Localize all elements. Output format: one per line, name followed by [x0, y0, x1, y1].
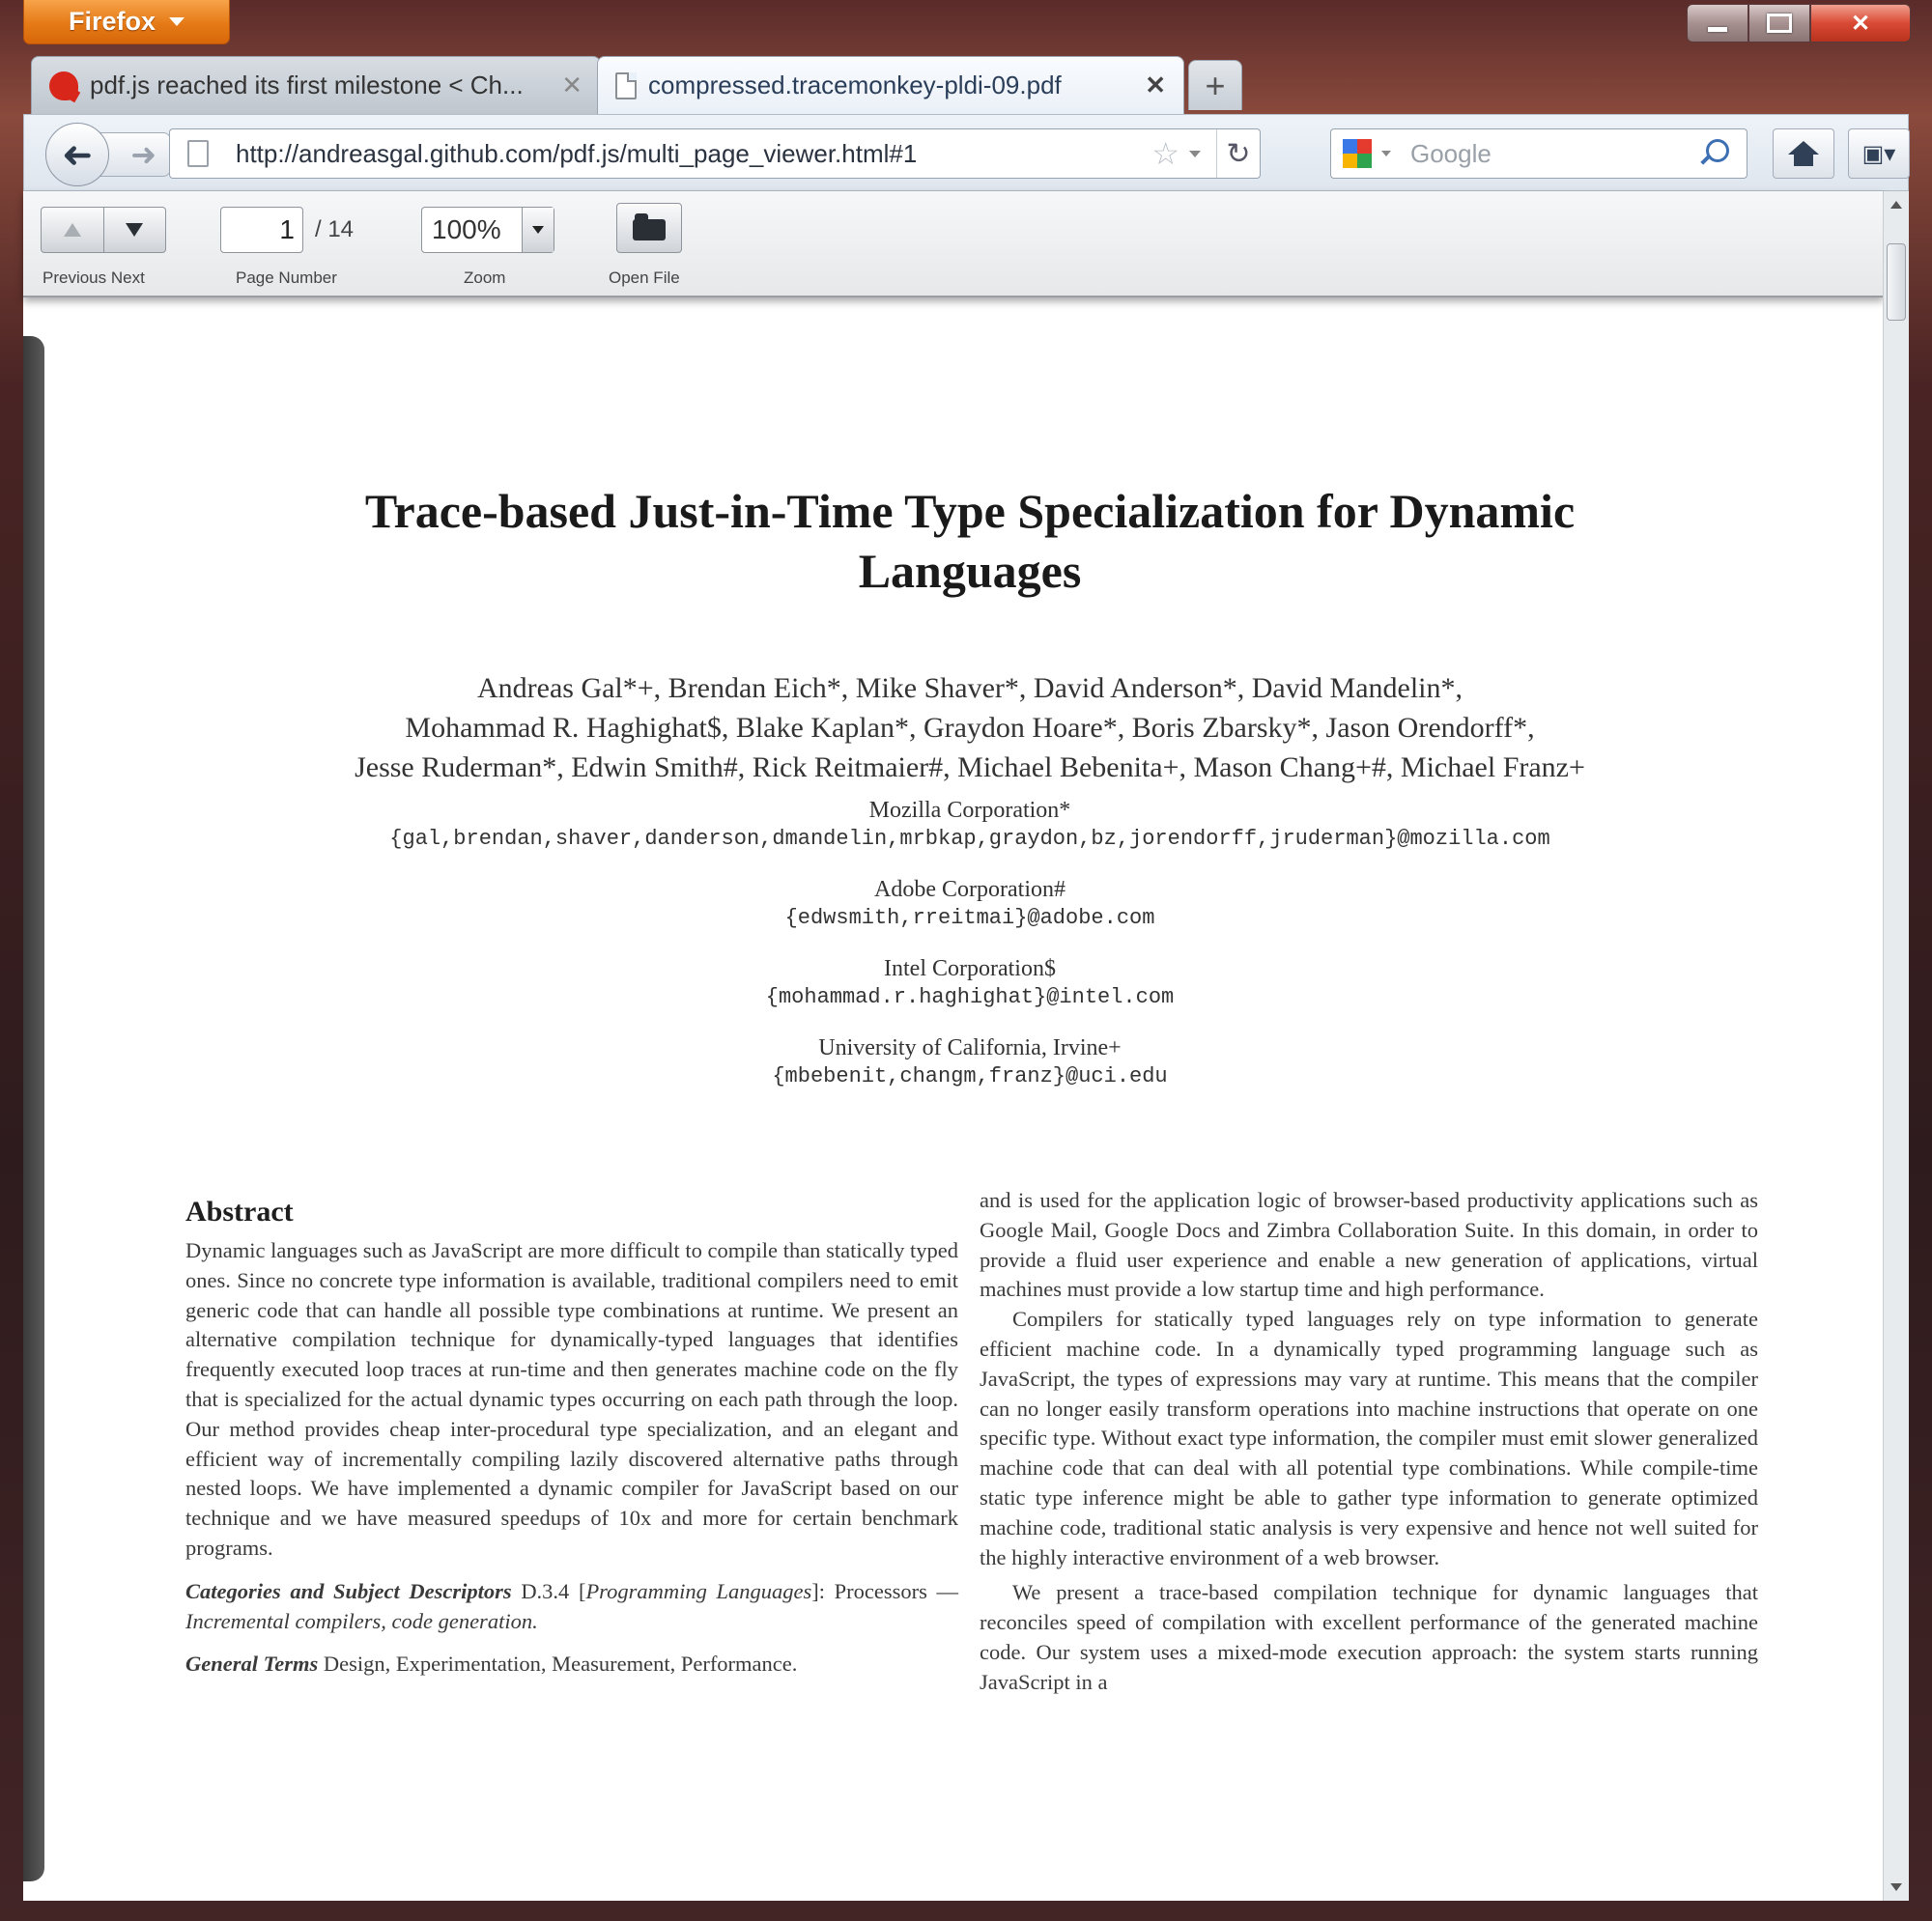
navigation-toolbar: [23, 114, 1909, 191]
body-paragraph: and is used for the application logic of browser-based productivity applications such as Google Mail, Google Docs and Zimbra Collaboration Suite. In this domain, in order to provide a fluid user experience and enable a new generation of applications, virtual machines must provide a low startup time and high performance.: [980, 1188, 1758, 1302]
pdf-viewer: [23, 191, 1909, 1901]
document-favicon-icon: [615, 72, 637, 99]
search-engine-dropdown-icon[interactable]: [1381, 151, 1391, 156]
open-file-button[interactable]: [616, 203, 682, 253]
blog-favicon-icon: [49, 71, 78, 100]
url-text[interactable]: http://andreasgal.github.com/pdf.js/multi_page_viewer.html#1: [236, 138, 918, 168]
history-dropdown-icon[interactable]: [1189, 151, 1201, 157]
author-line: Mohammad R. Haghighat$, Blake Kaplan*, Graydon Hoare*, Boris Zbarsky*, Jason Orendorff*,: [405, 712, 1535, 744]
body-paragraph: We present a trace-based compilation technique for dynamic languages that reconciles speed of compilation with excellent performance of the generated machine code. Our system uses a mixed-mode execution approach: the system starts running JavaScript in a: [980, 1580, 1758, 1694]
new-tab-button[interactable]: [1188, 60, 1242, 110]
maximize-icon: [1767, 14, 1792, 33]
categories-text: ]: Processors —: [811, 1578, 958, 1603]
pdf-page: [23, 297, 1884, 1901]
open-file-label: Open File: [609, 268, 680, 287]
general-terms-label: General Terms: [185, 1652, 319, 1677]
forward-arrow-icon: ➜: [130, 137, 156, 172]
bookmarks-icon: ▣▾: [1861, 140, 1896, 167]
firefox-menu-label: Firefox: [68, 7, 156, 36]
categories-paragraph: [185, 1577, 958, 1637]
author-line: Jesse Ruderman*, Edwin Smith#, Rick Reitmaier#, Michael Bebenita+, Mason Chang+#, Michael Franz+: [355, 751, 1585, 783]
home-button[interactable]: [1773, 128, 1834, 179]
firefox-menu-button[interactable]: [23, 0, 230, 44]
affiliation-name: Intel Corporation$: [884, 956, 1056, 981]
affiliation-email: {mohammad.r.haghighat}@intel.com: [765, 985, 1175, 1009]
abstract-heading: Abstract: [185, 1196, 294, 1228]
author-list: [139, 668, 1801, 787]
pdf-page-area: [23, 297, 1884, 1901]
back-button[interactable]: [45, 123, 109, 186]
dropdown-arrow-icon: [169, 17, 185, 26]
close-icon: ✕: [1850, 10, 1871, 37]
affiliation-name: Adobe Corporation#: [874, 877, 1065, 902]
categories-italic: Incremental compilers, code generation.: [185, 1608, 538, 1633]
categories-label: Categories and Subject Descriptors: [185, 1578, 512, 1603]
tab-close-icon[interactable]: ✕: [1145, 71, 1166, 99]
tab-strip: [23, 54, 1917, 114]
next-page-button[interactable]: [104, 207, 167, 253]
tab-pdfjs-milestone[interactable]: [31, 56, 601, 114]
back-arrow-icon: ➜: [62, 134, 93, 176]
bookmark-star-icon[interactable]: ☆: [1151, 136, 1179, 171]
page-icon: [187, 140, 209, 167]
page-number-label: Page Number: [236, 268, 337, 287]
plus-icon: +: [1205, 65, 1226, 105]
categories-text: D.3.4 [: [521, 1578, 586, 1603]
affiliation-email: {gal,brendan,shaver,danderson,dmandelin,mrbkap,graydon,bz,jorendorff,jruderman}@mozilla.com: [389, 827, 1550, 851]
left-column: [185, 1194, 958, 1680]
page-number-input[interactable]: [220, 207, 303, 253]
google-engine-icon[interactable]: [1343, 139, 1372, 168]
reload-icon[interactable]: ↻: [1216, 129, 1260, 178]
scroll-down-icon[interactable]: [1890, 1883, 1902, 1891]
tab-label: compressed.tracemonkey-pldi-09.pdf: [648, 71, 1062, 99]
folder-icon: [633, 219, 666, 240]
pdf-toolbar: [23, 191, 1884, 297]
zoom-dropdown-icon[interactable]: [522, 208, 554, 252]
affiliation-name: Mozilla Corporation*: [868, 798, 1071, 823]
previous-page-button[interactable]: [41, 207, 104, 253]
general-terms-paragraph: [185, 1650, 958, 1680]
search-icon[interactable]: [1706, 139, 1729, 162]
bookmarks-button[interactable]: [1848, 128, 1910, 179]
affiliation-email: {mbebenit,changm,franz}@uci.edu: [772, 1064, 1168, 1088]
author-line: Andreas Gal*+, Brendan Eich*, Mike Shaver*, David Anderson*, David Mandelin*,: [476, 672, 1463, 704]
general-terms-text: Design, Experimentation, Measurement, Performance.: [323, 1652, 798, 1677]
prev-next-label: Previous Next: [43, 268, 145, 287]
right-column: [980, 1186, 1758, 1698]
search-input[interactable]: Google: [1410, 138, 1492, 168]
up-arrow-icon: [64, 223, 81, 237]
minimize-button[interactable]: [1687, 4, 1748, 42]
title-line: Languages: [858, 544, 1082, 598]
close-window-button[interactable]: [1810, 4, 1911, 42]
title-line: Trace-based Just-in-Time Type Specialization for Dynamic: [364, 484, 1576, 538]
search-bar[interactable]: [1330, 128, 1747, 179]
minimize-icon: [1708, 27, 1727, 32]
zoom-select[interactable]: [421, 207, 554, 253]
affiliation-name: University of California, Irvine+: [818, 1035, 1122, 1060]
tab-close-icon[interactable]: ✕: [561, 71, 582, 99]
window-controls: [1687, 4, 1911, 42]
zoom-label: Zoom: [464, 268, 506, 287]
tab-label: pdf.js reached its first milestone < Ch...: [90, 71, 524, 99]
maximize-button[interactable]: [1748, 4, 1810, 42]
zoom-value: 100%: [432, 214, 501, 244]
abstract-text: Dynamic languages such as JavaScript are more difficult to compile than statically typed ones. Since no concrete type information is available, traditional compilers need to emit generic code that can handle all possible type combinations at runtime. We present an alternative compilation technique for dynamically-typed languages that identifies frequently executed loop traces at run-time and then generates machine code on the fly that is specialized for the actual dynamic types occurring on each path through the loop. Our method provides cheap inter-procedural type specialization, and an elegant and efficient way of incrementally compiling lazily discovered alternative paths through nested loops. We have implemented a dynamic compiler for JavaScript based on our technique and we have measured speedups of 10x and more for certain benchmark programs.: [185, 1238, 958, 1560]
home-icon: [1788, 141, 1819, 155]
prev-next-group: [41, 207, 166, 253]
body-paragraph: Compilers for statically typed languages rely on type information to generate efficient machine code. In a dynamically typed programming language such as JavaScript, the types of expressions may vary at runtime. This means that the compiler can no longer easily transform operations into machine instructions that operate on one specific type. Without exact type information, the compiler must emit slower generalized machine code that can deal with all potential type combinations. While compile-time static type inference might be able to gather type information to generate optimized machine code, traditional static analysis is very expensive and hence not well suited for the highly interactive environment of a web browser.: [980, 1307, 1758, 1569]
affiliation-email: {edwsmith,rreitmai}@adobe.com: [784, 906, 1155, 930]
scroll-up-icon[interactable]: [1890, 201, 1902, 209]
scroll-thumb[interactable]: [1887, 243, 1906, 321]
paper-title: [158, 481, 1781, 601]
categories-italic: Programming Languages: [585, 1578, 812, 1603]
address-bar[interactable]: [169, 128, 1261, 179]
page-total: / 14: [315, 216, 355, 242]
tab-pdf-document[interactable]: [597, 56, 1184, 114]
down-arrow-icon: [126, 223, 143, 237]
vertical-scrollbar[interactable]: [1883, 191, 1909, 1901]
